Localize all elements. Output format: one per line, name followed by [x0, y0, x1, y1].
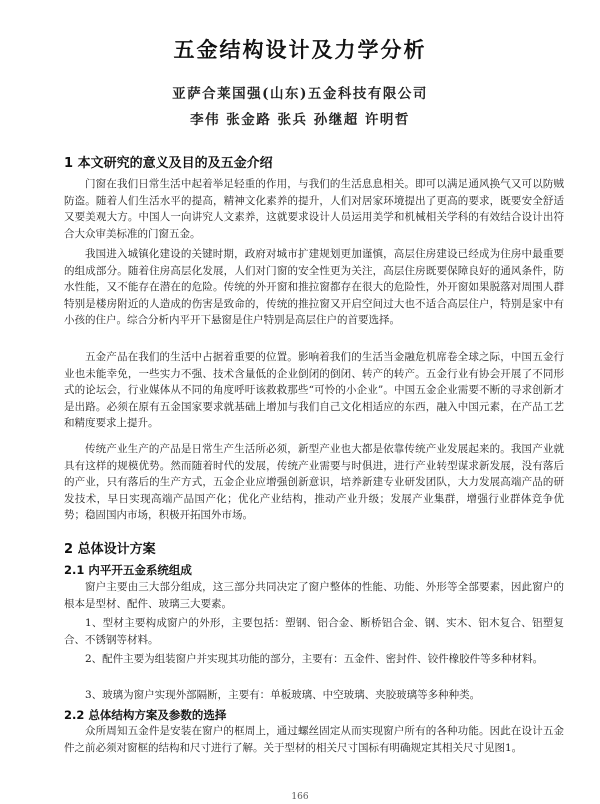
section-2-heading: 2 总体设计方案	[64, 542, 156, 557]
paper-title: 五金结构设计及力学分析	[173, 38, 427, 62]
section-2-1-item-2: 2、配件主要为组装窗户并实现其功能的部分，主要有：五金件、密封件、铰件橡胶件等多种材料。	[85, 653, 544, 665]
section-2-1-intro: 窗户主要由三大部分组成，这三部分共同决定了窗户整体的性能、功能、外形等全部要素，因此窗户的根本是型材、配件、玻璃三大要素。	[64, 581, 564, 610]
section-2-2-heading: 2.2 总体结构方案及参数的选择	[64, 708, 227, 722]
section-1-paragraph-2: 我国进入城镇化建设的关键时期，政府对城市扩建规划更加谨慎，高层住房建设已经成为住房中最重要的组成部分。随着住房高层化发展，人们对门窗的安全性更为关注，高层住房既要保障良好的通风条件，防水性能，又不能存在潜在的危险。传统的外开窗和推拉窗都存在很大的危险性，外开窗如果脱落对周围人群特别是楼房附近的人造成的伤害是致命的，传统的推拉窗又开启空间过大也不适合高层住户，特别是家中有小孩的住户。综合分析内平开下悬窗是住户特别是高层住户的首要选择。	[64, 248, 564, 326]
section-2-1-item-1: 1、型材主要构成窗户的外形，主要包括：塑钢、铝合金、断桥铝合金、钢、实木、铝木复合、铝塑复合、不锈钢等材料。	[64, 617, 564, 646]
section-1-paragraph-1: 门窗在我们日常生活中起着举足轻重的作用，与我们的生活息息相关。即可以满足通风换气又可以防贼防盗。随着人们生活水平的提高，精神文化素养的提升，人们对居家环境提出了更高的要求，既要安全舒适又要美观大方。中国人一向讲究人文素养，这就要求设计人员运用美学和机械相关学科的有效结合设计出符合大众审美标准的门窗五金。	[64, 178, 564, 240]
section-1-paragraph-4: 传统产业生产的产品是日常生产生活所必须，新型产业也大都是依靠传统产业发展起来的。我国产业就具有这样的规模优势。然而随着时代的发展，传统产业需要与时俱进，进行产业转型谋求新发展，没有落后的产业，只有落后的生产方式，五金企业应增强创新意识，培养新建专业研发团队，大力发展高端产品的研发技术，早日实现高端产品国产化；优化产业结构，推动产业升级；发展产业集群，增强行业群体竞争优势；稳固国内市场，积极开拓国外市场。	[64, 443, 564, 521]
page-number: 166	[291, 792, 309, 802]
section-2-1-heading: 2.1 内平开五金系统组成	[64, 563, 192, 577]
section-1-paragraph-3: 五金产品在我们的生活中占据着重要的位置。影响着我们的生活当金融危机席卷全球之际，中国五金行业也未能幸免，一些实力不强、技术含量低的企业倒闭的倒闭、转产的转产。五金行业有协会开展了不同形式的论坛会，行业媒体从不同的角度呼吁该救救那些“可怜的小企业”。中国五金企业需要不断的寻求创新才是出路。必须在原有五金国家要求就基础上增加与我们自己文化相适应的东西，融入中国元素，在产品工艺和精度要求上提升。	[64, 351, 564, 429]
section-2-1-item-3: 3、玻璃为窗户实现外部隔断，主要有：单板玻璃、中空玻璃、夹胶玻璃等多种种类。	[85, 689, 481, 701]
authors: 李伟 张金路 张兵 孙继超 许明哲	[190, 112, 410, 128]
section-2-2-text: 众所周知五金件是安装在窗户的框周上，通过螺丝固定从而实现窗户所有的各种功能。因此在设计五金件之前必须对窗框的结构和尺寸进行了解。关于型材的相关尺寸国标有明确规定其相关尺寸见图1。	[64, 725, 564, 754]
section-1-heading: 1 本文研究的意义及目的及五金介绍	[64, 156, 273, 171]
affiliation: 亚萨合莱国强(山东)五金科技有限公司	[172, 86, 428, 102]
